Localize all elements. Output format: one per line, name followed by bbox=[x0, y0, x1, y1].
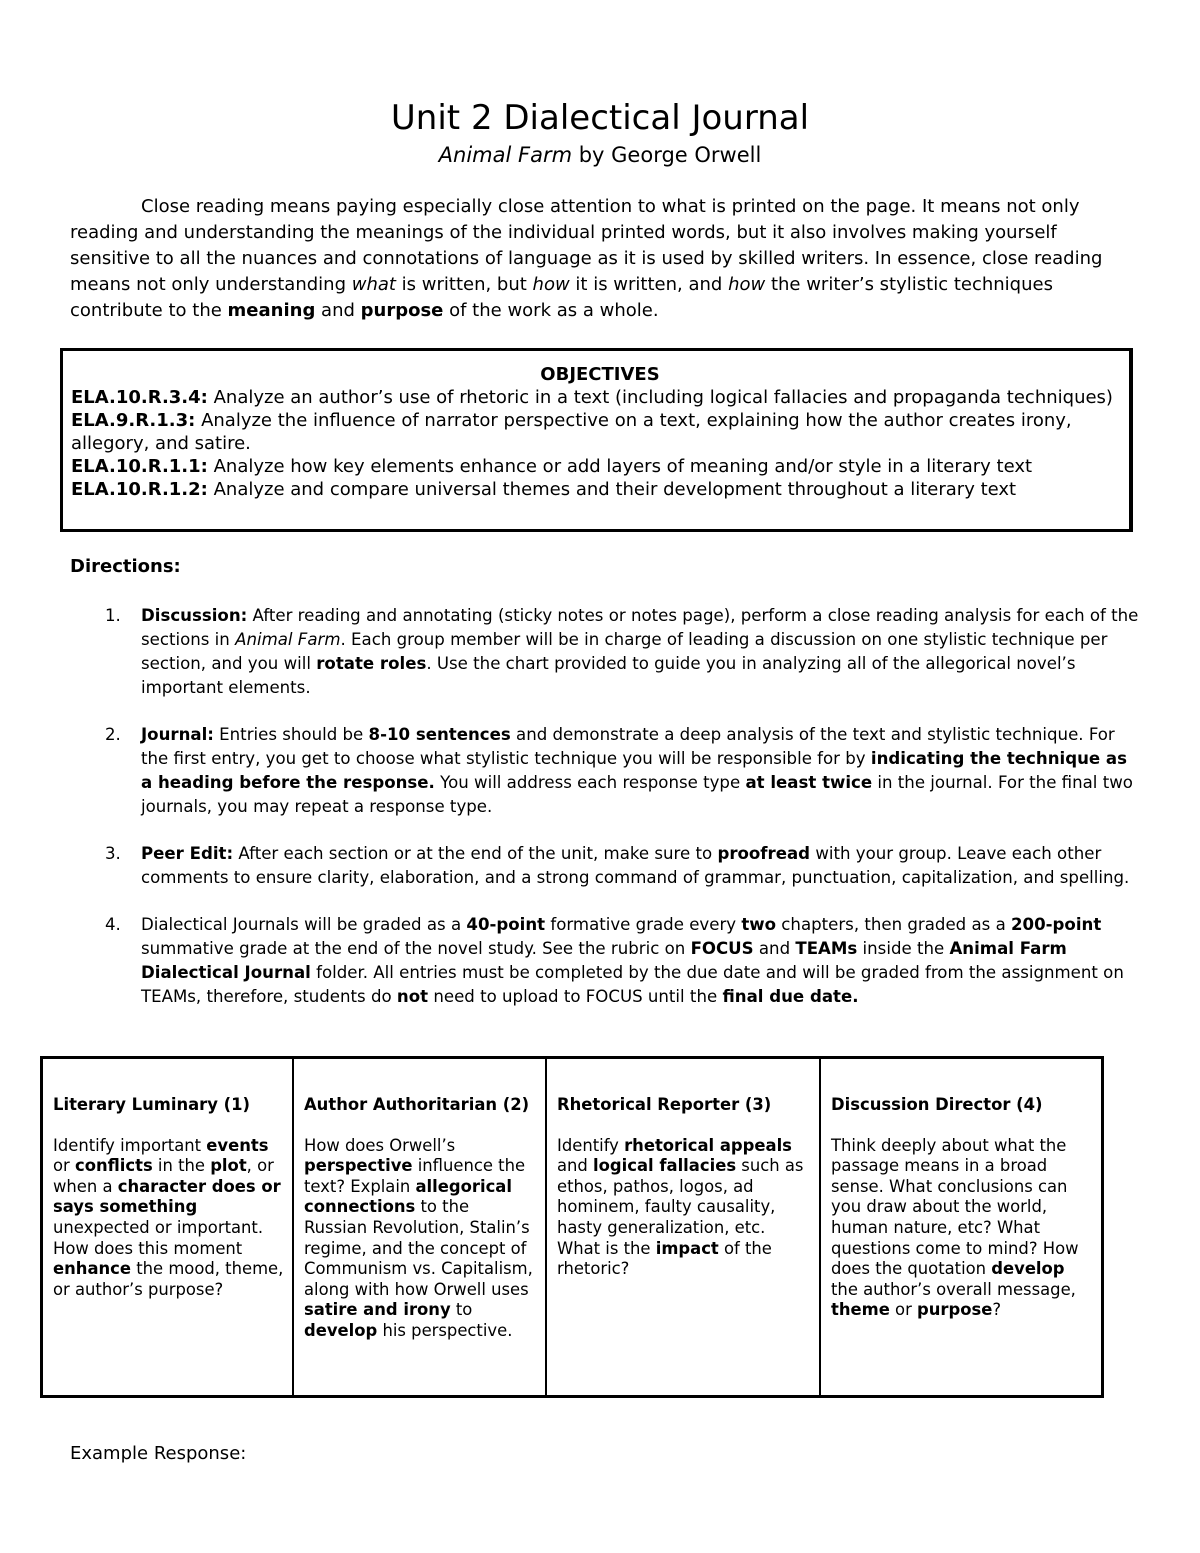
text-run: After each section or at the end of the unit, make sure to bbox=[233, 844, 718, 863]
text-run: with your group. Leave each other comments to ensure clarity, elaboration, and a strong command of grammar, punctuation, capitalization, and spelling. bbox=[141, 844, 1130, 887]
text-run: Animal Farm Dialectical Journal bbox=[141, 939, 1067, 982]
text-run: You will address each response type bbox=[434, 773, 746, 792]
text-run: it is written, and bbox=[569, 274, 729, 295]
text-run: Animal Farm bbox=[235, 630, 341, 649]
intro-paragraph bbox=[70, 194, 1130, 324]
text-run: ELA.10.R.1.1: bbox=[71, 456, 208, 477]
text-run: character does or says something bbox=[53, 1176, 281, 1217]
objective-item bbox=[71, 409, 1129, 455]
text-run: what bbox=[351, 274, 396, 295]
text-run: allegorical connections bbox=[304, 1176, 512, 1217]
text-run: perspective bbox=[304, 1156, 413, 1176]
page-title: Unit 2 Dialectical Journal bbox=[390, 98, 810, 138]
text-run: Entries should be bbox=[213, 725, 369, 744]
text-run: Identify bbox=[557, 1135, 625, 1155]
text-run: the author’s overall message, bbox=[831, 1279, 1076, 1299]
directions-list bbox=[70, 604, 1140, 1032]
item-number: 4. bbox=[105, 915, 121, 934]
text-run: logical fallacies bbox=[593, 1156, 737, 1176]
text-run: is written, but bbox=[395, 274, 533, 295]
text-run: how bbox=[728, 274, 766, 295]
direction-item bbox=[70, 604, 1140, 700]
role-title: Discussion Director (4) bbox=[831, 1095, 1043, 1114]
text-run: , or when a bbox=[53, 1156, 274, 1196]
text-run: indicating the technique as a heading before the response. bbox=[141, 749, 1128, 792]
text-run: or bbox=[53, 1156, 75, 1176]
text-run: theme bbox=[831, 1300, 890, 1320]
role-description bbox=[831, 1136, 1093, 1321]
text-run: purpose bbox=[917, 1300, 993, 1320]
text-run: in the journal. For the final two journals, you may repeat a response type. bbox=[141, 773, 1133, 816]
text-run: folder. All entries must be completed by the due date and will be graded from the assignment on TEAMs, therefore, students do bbox=[141, 963, 1124, 1006]
text-run: the writer’s stylistic techniques contribute to the bbox=[70, 274, 1053, 321]
item-text bbox=[141, 915, 1124, 1006]
text-run: Dialectical Journals will be graded as a bbox=[141, 915, 467, 934]
text-run: Close reading means paying especially close attention to what is printed on the page. It means not only reading and understanding the meanings of the individual printed words, but it also involves making yourself sensitive to all the nuances and connotations of language as it is used by skilled writers. In essence, close reading means not only understanding bbox=[70, 196, 1103, 295]
item-number: 2. bbox=[105, 725, 121, 744]
text-run: not bbox=[396, 987, 429, 1006]
text-run: TEAMs bbox=[795, 939, 858, 958]
text-run: of the rhetoric? bbox=[557, 1238, 772, 1279]
item-number: 1. bbox=[105, 606, 121, 625]
text-run: Discussion: bbox=[141, 606, 248, 625]
item-text bbox=[141, 844, 1129, 887]
text-run: and demonstrate a deep analysis of the text and stylistic technique. For the first entry, you get to choose what stylistic technique you will be responsible for by bbox=[141, 725, 1115, 768]
text-run: and bbox=[315, 300, 361, 321]
item-number: 3. bbox=[105, 844, 121, 863]
text-run: Analyze an author’s use of rhetoric in a text (including logical fallacies and propaganda techniques) bbox=[207, 387, 1113, 408]
directions-heading: Directions: bbox=[70, 556, 181, 577]
text-run: plot bbox=[210, 1156, 247, 1176]
text-run: two bbox=[741, 915, 777, 934]
text-run: the mood, theme, or author’s purpose? bbox=[53, 1259, 284, 1299]
text-run: chapters, then graded as a bbox=[776, 915, 1012, 934]
text-run: Journal: bbox=[141, 725, 214, 744]
text-run: . Each group member will be in charge of leading a discussion on one stylistic technique per section, and you will bbox=[141, 630, 1108, 673]
text-run: to the Russian Revolution, Stalin’s regime, and the concept of Communism vs. Capitalism, along with how Orwell uses bbox=[304, 1197, 533, 1299]
text-run: unexpected or important. How does this moment bbox=[53, 1217, 264, 1258]
text-run: his perspective. bbox=[377, 1320, 513, 1340]
text-run: ELA.10.R.3.4: bbox=[71, 387, 208, 408]
text-run: and bbox=[753, 939, 796, 958]
text-run: . Use the chart provided to guide you in analyzing all of the allegorical novel’s important elements. bbox=[141, 654, 1076, 697]
role-cell bbox=[547, 1059, 821, 1395]
book-author: by George Orwell bbox=[572, 143, 762, 167]
text-run: After reading and annotating (sticky notes or notes page), perform a close reading analysis for each of the sections in bbox=[141, 606, 1139, 649]
text-run: rhetorical appeals bbox=[624, 1135, 792, 1155]
page-subtitle bbox=[0, 143, 1200, 167]
text-run: ELA.10.R.1.2: bbox=[71, 479, 208, 500]
text-run: 8-10 sentences bbox=[368, 725, 511, 744]
role-title: Author Authoritarian (2) bbox=[304, 1095, 530, 1114]
text-run: 40-point bbox=[466, 915, 546, 934]
role-cell bbox=[43, 1059, 294, 1395]
text-run: purpose bbox=[360, 300, 444, 321]
direction-item bbox=[70, 842, 1140, 890]
text-run: at least twice bbox=[745, 773, 873, 792]
text-run: proofread bbox=[717, 844, 811, 863]
role-cell bbox=[821, 1059, 1101, 1395]
item-text bbox=[141, 725, 1133, 816]
role-title: Literary Luminary (1) bbox=[53, 1095, 251, 1114]
objective-item bbox=[71, 455, 1129, 478]
text-run: ? bbox=[992, 1300, 1002, 1320]
text-run: develop bbox=[304, 1320, 378, 1340]
text-run: rotate roles bbox=[316, 654, 427, 673]
role-description bbox=[557, 1136, 811, 1280]
text-run: Identify important bbox=[53, 1135, 207, 1155]
text-run: meaning bbox=[227, 300, 316, 321]
text-run: Peer Edit: bbox=[141, 844, 234, 863]
text-run: formative grade every bbox=[545, 915, 742, 934]
text-run: Analyze how key elements enhance or add layers of meaning and/or style in a literary text bbox=[207, 456, 1033, 477]
text-run: events bbox=[206, 1135, 269, 1155]
direction-item bbox=[70, 913, 1140, 1009]
text-run: enhance bbox=[53, 1259, 132, 1279]
example-response-label: Example Response: bbox=[70, 1443, 247, 1464]
text-run: such as ethos, pathos, logos, ad hominem, faulty causality, hasty generalization, etc. What is the bbox=[557, 1156, 804, 1258]
text-run: FOCUS bbox=[690, 939, 754, 958]
text-run: develop bbox=[991, 1259, 1065, 1279]
objectives-box bbox=[60, 348, 1133, 532]
text-run: and bbox=[557, 1156, 594, 1176]
book-title: Animal Farm bbox=[438, 143, 573, 167]
text-run: Think deeply about what the passage means in a broad sense. What conclusions can you draw about the world, human nature, etc? What questions come to mind? How does the quotation bbox=[831, 1135, 1079, 1279]
text-run: how bbox=[532, 274, 570, 295]
role-description bbox=[53, 1136, 284, 1301]
role-description bbox=[304, 1136, 537, 1342]
text-run: inside the bbox=[857, 939, 950, 958]
text-run: influence the text? Explain bbox=[304, 1156, 526, 1196]
item-text bbox=[141, 606, 1138, 697]
text-run: How does Orwell’s bbox=[304, 1135, 456, 1155]
objective-item bbox=[71, 478, 1129, 501]
text-run: 200-point bbox=[1011, 915, 1102, 934]
text-run: in the bbox=[152, 1156, 211, 1176]
text-run: or bbox=[889, 1300, 918, 1320]
role-title: Rhetorical Reporter (3) bbox=[557, 1095, 772, 1114]
text-run: conflicts bbox=[74, 1156, 153, 1176]
roles-table bbox=[40, 1056, 1104, 1398]
direction-item bbox=[70, 723, 1140, 819]
text-run: of the work as a whole. bbox=[443, 300, 659, 321]
text-run: final due date. bbox=[722, 987, 859, 1006]
text-run: summative grade at the end of the novel study. See the rubric on bbox=[141, 939, 691, 958]
text-run: need to upload to FOCUS until the bbox=[428, 987, 723, 1006]
text-run: Analyze the influence of narrator perspective on a text, explaining how the author creates irony, allegory, and satire. bbox=[71, 410, 1072, 454]
objectives-heading: OBJECTIVES bbox=[540, 364, 660, 385]
text-run: Analyze and compare universal themes and their development throughout a literary text bbox=[207, 479, 1017, 500]
text-run: satire and irony bbox=[304, 1300, 451, 1320]
text-run: impact bbox=[655, 1238, 719, 1258]
role-cell bbox=[294, 1059, 547, 1395]
text-run: to bbox=[450, 1300, 473, 1320]
text-run: ELA.9.R.1.3: bbox=[71, 410, 196, 431]
objective-item bbox=[71, 386, 1129, 409]
